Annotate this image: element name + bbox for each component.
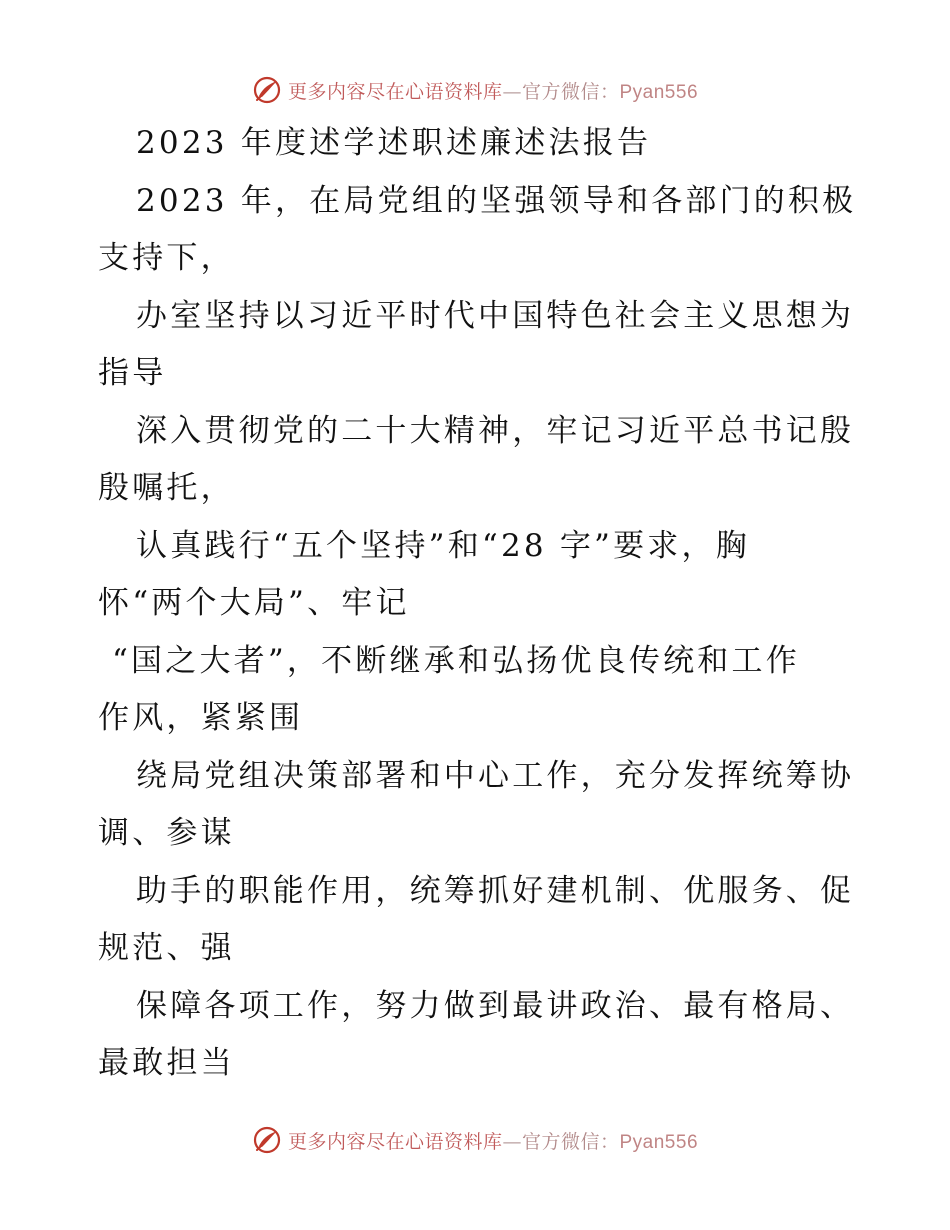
header-watermark-banner (0, 70, 950, 110)
banner-text (288, 77, 698, 104)
banner-dash: — (502, 1130, 522, 1153)
banner-wechat-label: 官方微信： (521, 80, 620, 103)
banner-brand: 更多内容尽在心语资料库 (287, 1130, 503, 1153)
banner-wechat-id: Pyan556 (619, 81, 699, 103)
document-line: 怀“两个大局”、牢记 (98, 585, 410, 621)
banner-brand: 更多内容尽在心语资料库 (287, 80, 503, 103)
document-line: 殷嘱托， (98, 470, 235, 506)
banner-text (288, 1127, 698, 1154)
banner-wechat-id: Pyan556 (619, 1131, 699, 1153)
document-line: 支持下， (98, 240, 235, 276)
document-line: 指导 (98, 355, 167, 391)
document-line: 调、参谋 (98, 815, 235, 851)
footer-watermark-banner (0, 1120, 950, 1160)
document-line: 2023 年，在局党组的坚强领导和各部门的积极 (136, 182, 857, 219)
document-line: 认真践行“五个坚持”和“28 字”要求，胸 (136, 527, 750, 564)
document-line: 办室坚持以习近平时代中国特色社会主义思想为 (136, 297, 855, 334)
document-body (98, 115, 858, 1093)
document-line: 深入贯彻党的二十大精神，牢记习近平总书记殷 (136, 412, 855, 449)
document-line: “国之大者”，不断继承和弘扬优良传统和工作 (112, 642, 800, 679)
document-line: 助手的职能作用，统筹抓好建机制、优服务、促 (136, 872, 855, 909)
document-line: 绕局党组决策部署和中心工作，充分发挥统筹协 (136, 757, 855, 794)
document-line: 作风，紧紧围 (98, 700, 304, 736)
quill-logo-icon (252, 75, 282, 105)
banner-wechat-label: 官方微信： (521, 1130, 620, 1153)
document-line: 规范、强 (98, 930, 235, 966)
document-line: 最敢担当 (98, 1045, 235, 1081)
banner-dash: — (502, 80, 522, 103)
document-title: 2023 年度述学述职述廉述法报告 (136, 125, 652, 161)
document-line: 保障各项工作，努力做到最讲政治、最有格局、 (136, 987, 855, 1024)
quill-logo-icon (252, 1125, 282, 1155)
